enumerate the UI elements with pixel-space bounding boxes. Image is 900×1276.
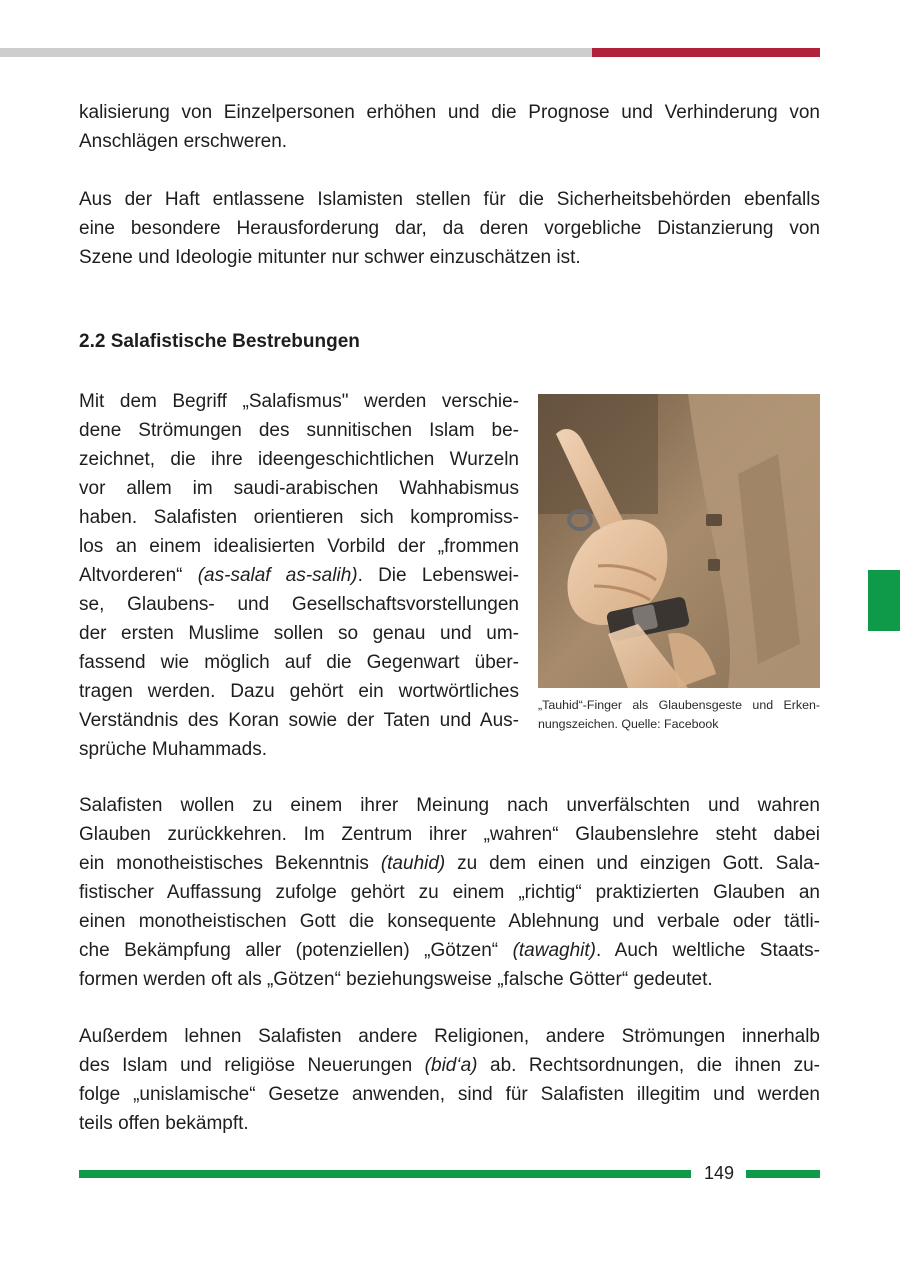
figure-tauhid-finger bbox=[538, 394, 820, 734]
header-rule-red bbox=[592, 48, 820, 57]
paragraph-salafism-definition: Mit dem Begriff „Salafismus" werden verschie- dene Strömungen des sunnitischen Islam be- zeichnet, die ihre ideengeschichtlichen Wurzeln vor allem im saudi-arabischen Wahhabismus haben. Salafisten orientieren sich kompromiss- los an einem idealisierten Vorbild der „frommen Altvorderen“ (as-salaf as-salih). Die Lebenswei- se, Glaubens- und Gesellschaftsvorstellungen der ersten Muslime sollen so genau und um- fassend wie möglich auf die Gegenwart über- tragen werden. Dazu gehört ein wortwörtliches Verständnis des Koran sowie der Taten und Aus- sprüche Muhammads. bbox=[79, 391, 519, 760]
paragraph-return-to-faith: Salafisten wollen zu einem ihrer Meinung nach unverfälschten und wahren Glauben zurückkehren. Im Zentrum ihrer „wahren“ Glaubenslehre steht dabei ein monotheistisches Bekenntnis (tauhid) zu dem einen und einzigen Gott. Sala- fistischer Auffassung zufolge gehört zu einem „richtig“ praktizierten Glauben an einen monotheistischen Gott die konsequente Ablehnung und verbale oder tätli- che Bekämpfung aller (potenziellen) „Götzen“ (tawaghit). Auch weltliche Staats- formen werden oft als „Götzen“ beziehungsweise „falsche Götter“ gedeutet. bbox=[79, 795, 820, 990]
footer-rule-right bbox=[746, 1170, 820, 1178]
footer-rule-left bbox=[79, 1170, 691, 1178]
tauhid-finger-photo bbox=[538, 394, 820, 688]
page-number: 149 bbox=[703, 1163, 735, 1183]
term-as-salaf: (as-salaf as-salih) bbox=[197, 565, 358, 586]
paragraph-released-islamists: Aus der Haft entlassene Islamisten stellen für die Sicherheitsbehörden ebenfalls eine besondere Herausforderung dar, da deren vorgebliche Distanzierung von Szene und Ideologie mitunter nur schwer einzuschätzen ist. bbox=[79, 189, 820, 268]
term-bida: (bid‘a) bbox=[424, 1055, 478, 1076]
term-tauhid: (tauhid) bbox=[380, 853, 446, 874]
header-rule-grey bbox=[0, 48, 592, 57]
figure-caption: „Tauhid“-Finger als Glaubensgeste und Erken- nungszeichen. Quelle: Facebook bbox=[538, 698, 820, 731]
paragraph-continuation: kalisierung von Einzelpersonen erhöhen und die Prognose und Verhinderung von Anschlägen erschweren. bbox=[79, 102, 820, 152]
section-heading: 2.2 Salafistische Bestrebungen bbox=[79, 331, 360, 352]
chapter-tab-marker bbox=[868, 570, 900, 631]
term-tawaghit: (tawaghit) bbox=[512, 940, 596, 961]
paragraph-rejection-of-religions: Außerdem lehnen Salafisten andere Religionen, andere Strömungen innerhalb des Islam und religiöse Neuerungen (bid‘a) ab. Rechtsordnungen, die ihnen zu- folge „unislamische“ Gesetze anwenden, sind für Salafisten illegitim und werden teils offen bekämpft. bbox=[79, 1026, 820, 1134]
